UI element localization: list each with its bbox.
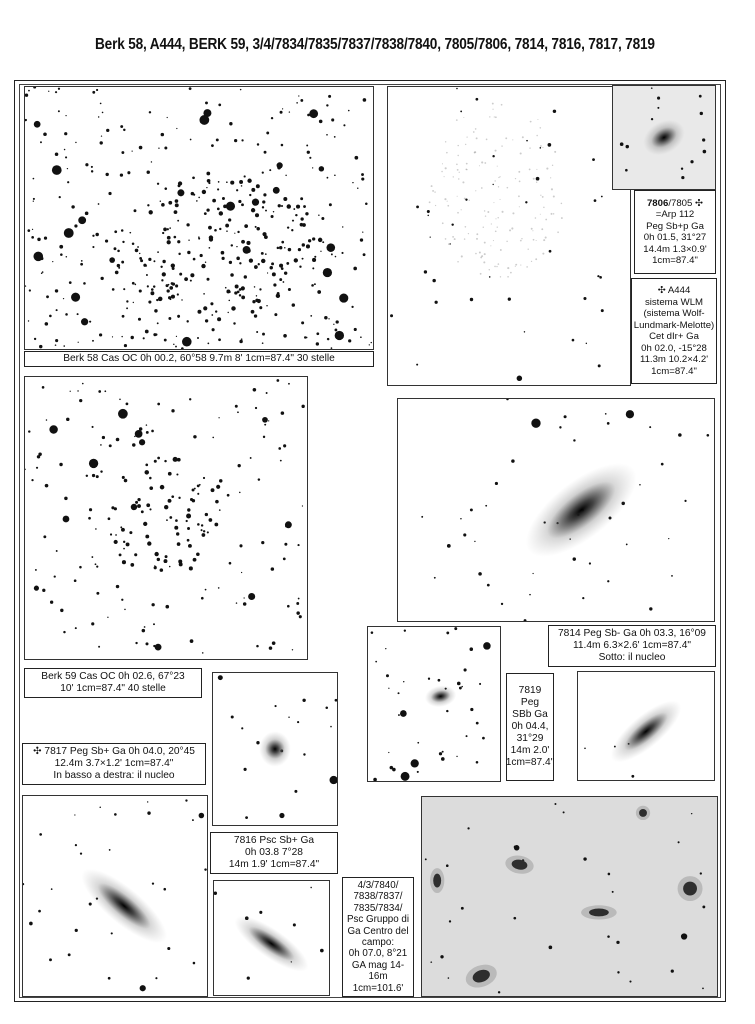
photo-ngc7814 [397,398,715,622]
photo-ngc7814-nucleus [577,671,715,781]
photo-galaxy-group [421,796,718,997]
page-header: Berk 58, A444, BERK 59, 3/4/7834/7835/7837/7838/7840, 7805/7806, 7814, 7816, 7817, 7819 [95,36,655,53]
photo-berk59 [24,376,308,660]
caption-galaxy-group: 4/3/7840/ 7838/7837/ 7835/7834/ Psc Gruppo di Ga Centro del campo: 0h 07.0, 8°21 GA mag 14- 16m 1cm=101.6' [342,877,414,997]
photo-ngc7817-nucleus [213,880,330,996]
photo-ngc7806 [612,85,716,190]
photo-ngc7816 [212,672,338,826]
caption-ngc7816: 7816 Psc Sb+ Ga 0h 03.8 7°28 14m 1.9' 1cm=87.4" [210,832,338,874]
caption-ngc7806: 7806/7805 ✣ =Arp 112 Peg Sb+p Ga 0h 01.5, 31°27 14.4m 1.3×0.9' 1cm=87.4" [634,190,716,274]
caption-berk59: Berk 59 Cas OC 0h 02.6, 67°23 10' 1cm=87.4" 40 stelle [24,668,202,698]
caption-ngc7819: 7819 Peg SBb Ga 0h 04.4, 31°29 14m 2.0' 1cm=87.4" [506,673,554,781]
caption-a444: ✣ A444 sistema WLM (sistema Wolf- Lundmark-Melotte) Cet dIr+ Ga 0h 02.0, -15°28 11.3m 10.2×4.2' 1cm=87.4" [631,278,717,384]
photo-a444 [387,86,631,386]
caption-ngc7817: ✣ 7817 Peg Sb+ Ga 0h 04.0, 20°45 12.4m 3.7×1.2' 1cm=87.4" In basso a destra: il nucleo [22,743,206,785]
photo-ngc7819 [367,626,501,782]
photo-ngc7817 [22,795,208,997]
caption-berk58: Berk 58 Cas OC 0h 00.2, 60°58 9.7m 8' 1cm=87.4" 30 stelle [24,351,374,367]
photo-berk58 [24,86,374,350]
caption-ngc7814: 7814 Peg Sb- Ga 0h 03.3, 16°09 11.4m 6.3×2.6' 1cm=87.4" Sotto: il nucleo [548,625,716,667]
